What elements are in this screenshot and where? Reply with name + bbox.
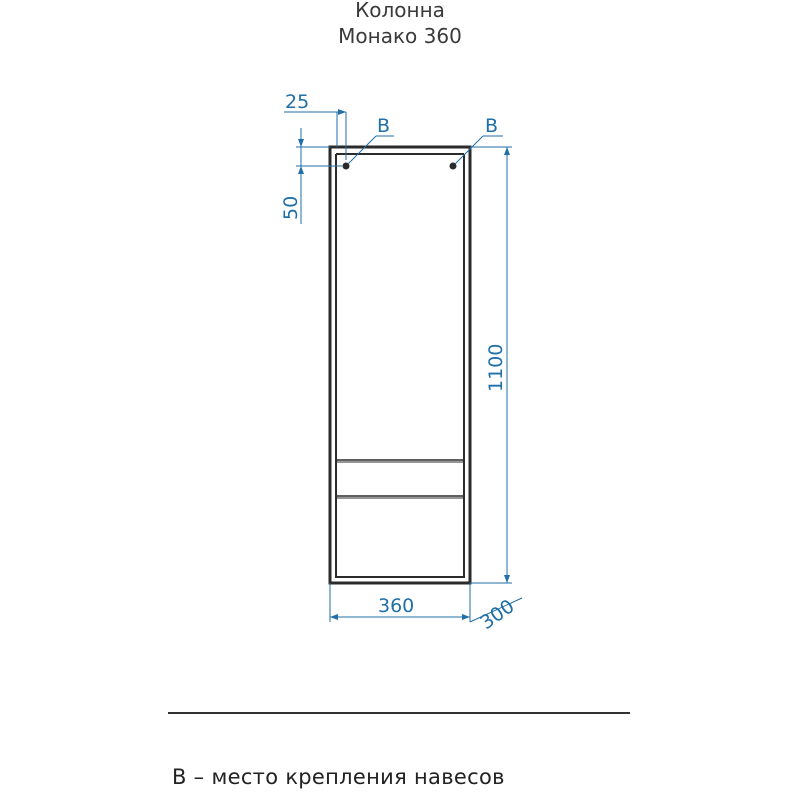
marker-left-label: B (377, 115, 391, 137)
leader-left-hanger (348, 136, 376, 164)
title-product-name: Монако 360 (338, 24, 462, 48)
arrow-360-left (330, 614, 338, 620)
footer-divider (168, 712, 630, 714)
dim-25-label: 25 (285, 91, 310, 113)
marker-right-label: B (485, 115, 499, 137)
cabinet-outer-frame (330, 147, 470, 583)
dim-1100-label: 1100 (485, 343, 507, 392)
legend-text: B – место крепления навесов (172, 765, 505, 789)
arrow-25-right (338, 109, 346, 115)
arrow-50-bottom (298, 166, 304, 174)
dim-50-label: 50 (280, 195, 302, 220)
arrow-360-right (462, 614, 470, 620)
title-product-type: Колонна (355, 0, 445, 22)
dim-300-label: 300 (476, 595, 519, 635)
cabinet-body (330, 147, 470, 583)
arrow-50-top (298, 139, 304, 147)
arrow-1100-top (504, 147, 510, 155)
arrow-1100-bottom (504, 575, 510, 583)
dim-360-label: 360 (378, 595, 415, 617)
